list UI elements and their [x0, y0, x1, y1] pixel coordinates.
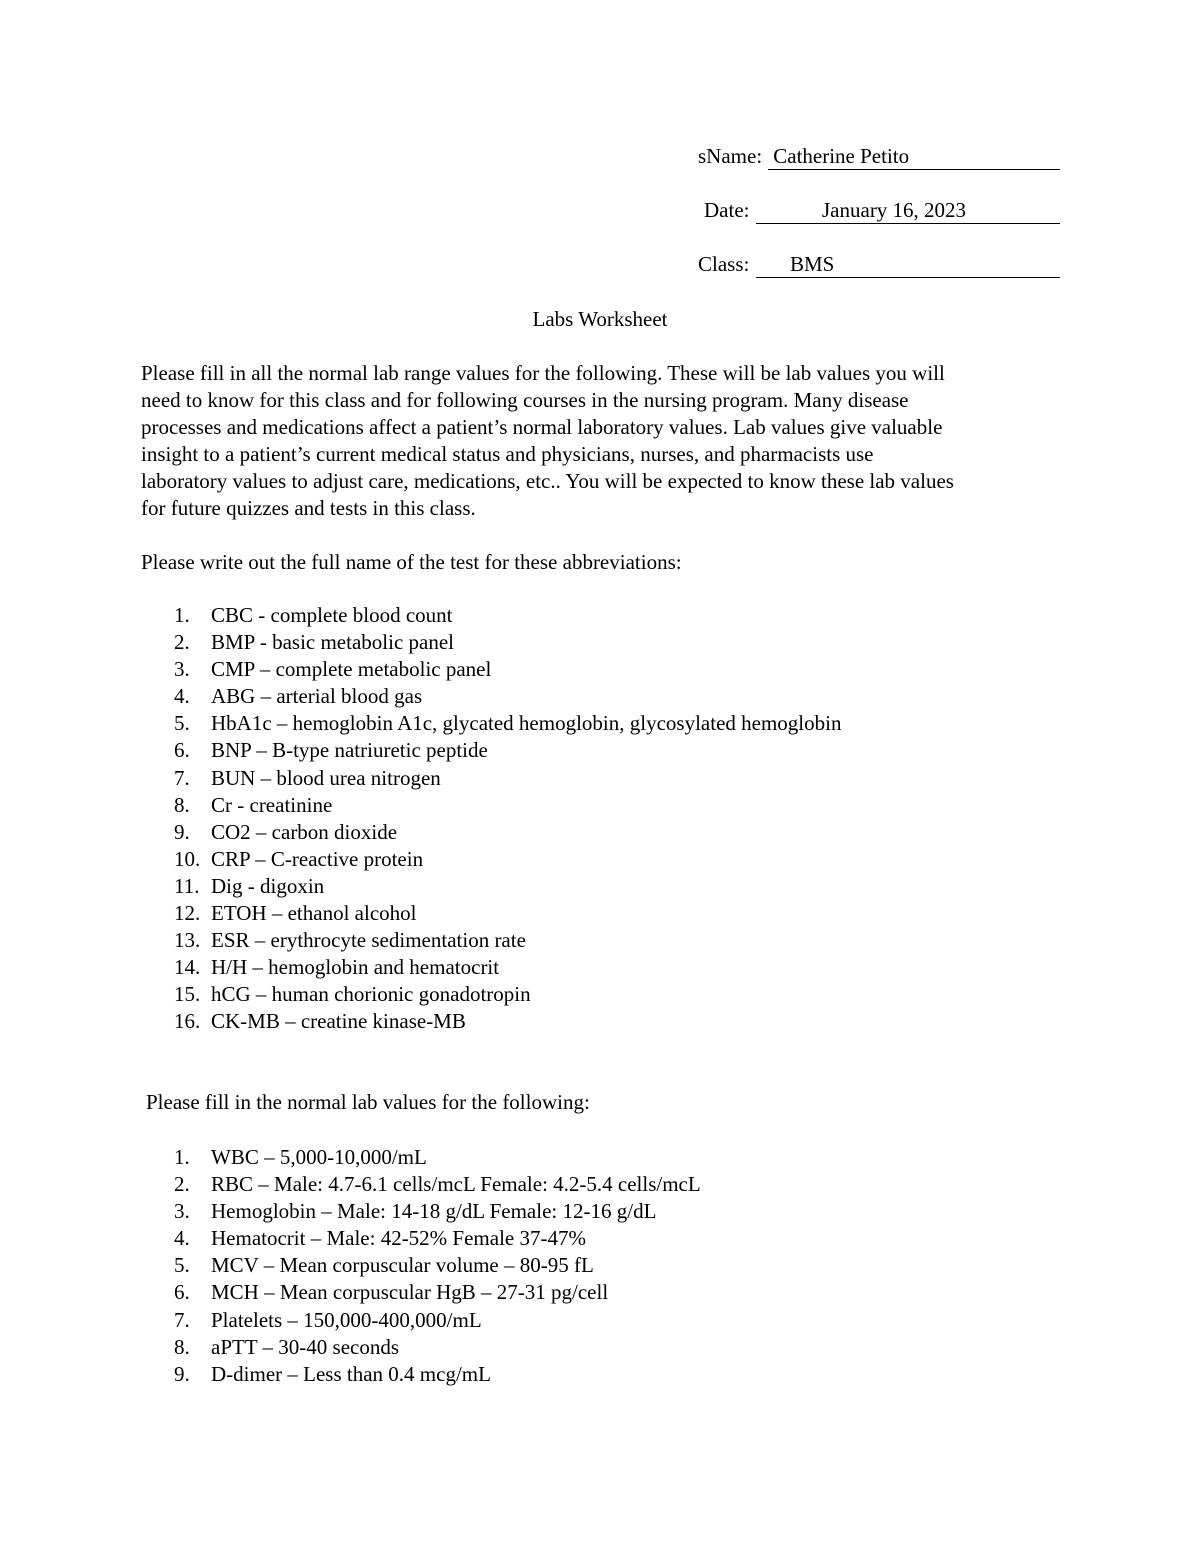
item-number: 3.: [174, 657, 190, 682]
list-item: [174, 1144, 701, 1171]
item-text: ESR – erythrocyte sedimentation rate: [211, 928, 526, 953]
name-value: [768, 143, 1060, 170]
class-label: Class:: [698, 252, 750, 276]
item-text: BNP – B-type natriuretic peptide: [211, 738, 488, 763]
item-number: 9.: [174, 1361, 190, 1386]
abbreviations-prompt: Please write out the full name of the test for these abbreviations:: [141, 550, 682, 574]
item-text: MCH – Mean corpuscular HgB – 27-31 pg/cell: [211, 1280, 609, 1305]
item-text: Dig - digoxin: [211, 873, 325, 898]
name-value-text: Catherine Petito: [773, 144, 910, 168]
class-value-text: BMS: [790, 252, 835, 276]
item-number: 5.: [174, 711, 190, 736]
item-text: BMP - basic metabolic panel: [211, 630, 454, 655]
list-item: [174, 1307, 701, 1334]
item-text: H/H – hemoglobin and hematocrit: [211, 955, 500, 980]
intro-line: for future quizzes and tests in this class.: [141, 496, 476, 520]
item-number: 16.: [174, 1009, 201, 1034]
item-number: 12.: [174, 901, 201, 926]
item-number: 4.: [174, 684, 190, 709]
item-number: 3.: [174, 1199, 190, 1224]
list-item: [174, 656, 841, 683]
item-number: 2.: [174, 630, 190, 655]
item-number: 5.: [174, 1253, 190, 1278]
item-text: ETOH – ethanol alcohol: [211, 901, 417, 926]
item-text: HbA1c – hemoglobin A1c, glycated hemoglobin, glycosylated hemoglobin: [211, 711, 842, 736]
list-item: [174, 846, 841, 873]
class-field: [698, 251, 1060, 277]
class-value: [756, 251, 1060, 278]
intro-line: insight to a patient’s current medical status and physicians, nurses, and pharmacists use: [141, 442, 874, 466]
name-label: sName:: [698, 144, 763, 168]
item-text: RBC – Male: 4.7-6.1 cells/mcL Female: 4.2-5.4 cells/mcL: [211, 1172, 701, 1197]
item-number: 6.: [174, 738, 190, 763]
list-item: [174, 1171, 701, 1198]
item-number: 11.: [174, 873, 200, 898]
item-text: CK-MB – creatine kinase-MB: [211, 1009, 466, 1034]
name-field: [698, 143, 1060, 169]
item-text: aPTT – 30-40 seconds: [211, 1334, 400, 1359]
list-item: [174, 737, 841, 764]
date-label: Date:: [704, 198, 750, 222]
item-number: 10.: [174, 846, 201, 871]
item-text: CRP – C-reactive protein: [211, 846, 424, 871]
item-number: 13.: [174, 928, 201, 953]
item-text: CO2 – carbon dioxide: [211, 819, 398, 844]
item-text: CMP – complete metabolic panel: [211, 657, 492, 682]
item-number: 8.: [174, 792, 190, 817]
list-item: [174, 683, 841, 710]
lab-values-list: [174, 1144, 701, 1388]
item-number: 7.: [174, 1307, 190, 1332]
list-item: [174, 900, 841, 927]
item-number: 14.: [174, 955, 201, 980]
list-item: [174, 873, 841, 900]
item-number: 1.: [174, 603, 190, 627]
intro-line: Please fill in all the normal lab range values for the following. These will be lab values you will: [141, 361, 945, 385]
item-text: hCG – human chorionic gonadotropin: [211, 982, 531, 1007]
list-item: [174, 710, 841, 737]
item-text: D-dimer – Less than 0.4 mcg/mL: [211, 1361, 491, 1386]
item-text: Platelets – 150,000-400,000/mL: [211, 1307, 482, 1332]
list-item: [174, 792, 841, 819]
list-item: [174, 981, 841, 1008]
item-text: Hematocrit – Male: 42-52% Female 37-47%: [211, 1226, 586, 1251]
item-number: 4.: [174, 1226, 190, 1251]
list-item: [174, 1008, 841, 1035]
list-item: [174, 1334, 701, 1361]
item-text: BUN – blood urea nitrogen: [211, 765, 441, 790]
date-value: [756, 197, 1060, 224]
item-number: 1.: [174, 1145, 190, 1169]
item-number: 6.: [174, 1280, 190, 1305]
item-text: Cr - creatinine: [211, 792, 333, 817]
intro-paragraph: [141, 360, 1066, 522]
list-item: [174, 1252, 701, 1279]
list-item: [174, 1198, 701, 1225]
date-field: [704, 197, 1060, 223]
lab-values-prompt: Please fill in the normal lab values for the following:: [146, 1090, 590, 1114]
worksheet-title: Labs Worksheet: [532, 307, 668, 331]
item-text: CBC - complete blood count: [211, 603, 453, 627]
abbreviations-list: [174, 602, 841, 1036]
item-text: ABG – arterial blood gas: [211, 684, 423, 709]
intro-line: laboratory values to adjust care, medications, etc.. You will be expected to know these lab values: [141, 469, 954, 493]
list-item: [174, 927, 841, 954]
list-item: [174, 819, 841, 846]
item-number: 2.: [174, 1172, 190, 1197]
intro-line: need to know for this class and for following courses in the nursing program. Many disease: [141, 388, 909, 412]
item-number: 8.: [174, 1334, 190, 1359]
list-item: [174, 954, 841, 981]
item-number: 7.: [174, 765, 190, 790]
list-item: [174, 602, 841, 629]
item-text: WBC – 5,000-10,000/mL: [211, 1145, 427, 1169]
date-value-text: January 16, 2023: [822, 198, 967, 222]
item-text: MCV – Mean corpuscular volume – 80-95 fL: [211, 1253, 594, 1278]
item-text: Hemoglobin – Male: 14-18 g/dL Female: 12-16 g/dL: [211, 1199, 657, 1224]
list-item: [174, 1361, 701, 1388]
list-item: [174, 1225, 701, 1252]
list-item: [174, 629, 841, 656]
item-number: 9.: [174, 819, 190, 844]
list-item: [174, 1279, 701, 1306]
list-item: [174, 765, 841, 792]
item-number: 15.: [174, 982, 201, 1007]
intro-line: processes and medications affect a patient’s normal laboratory values. Lab values give valuable: [141, 415, 943, 439]
